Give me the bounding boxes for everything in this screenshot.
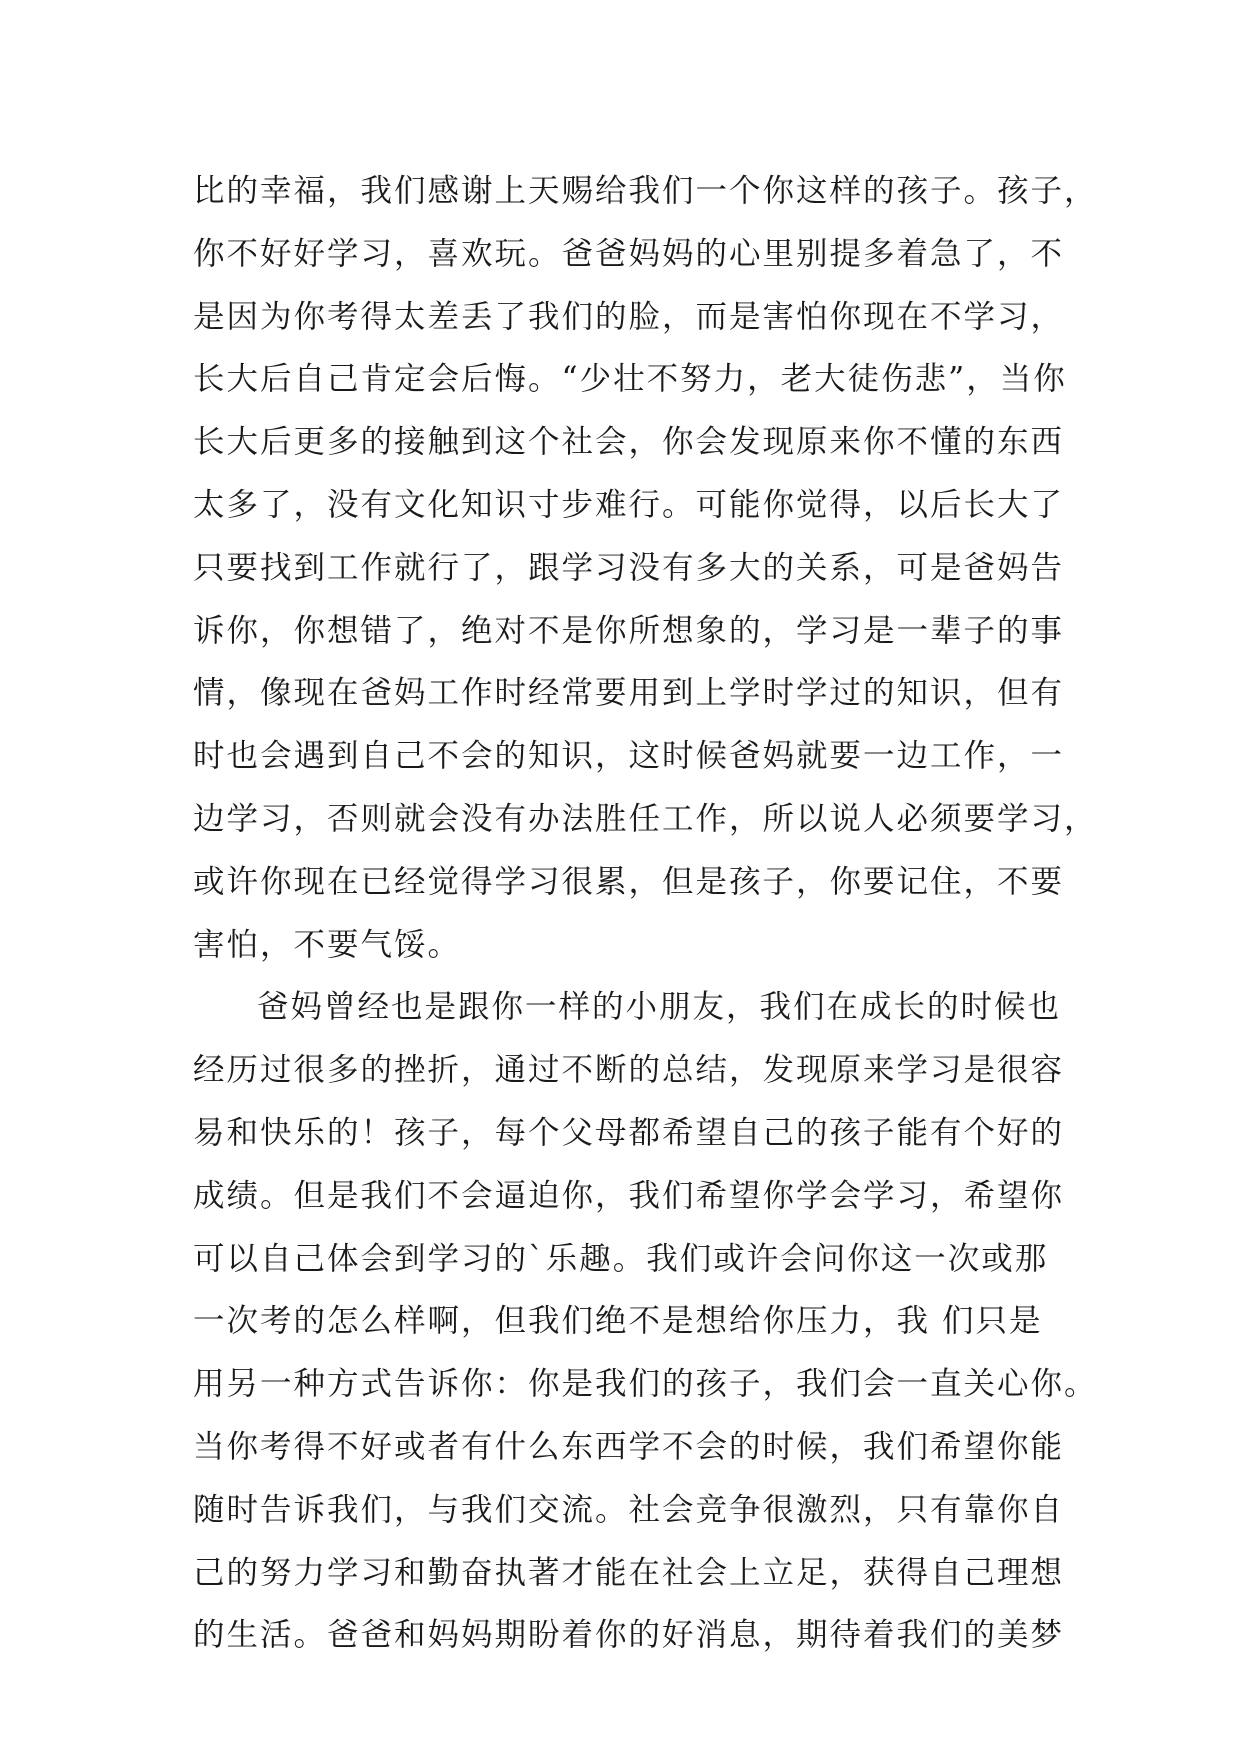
- text-line: 易和快乐的！孩子，每个父母都希望自己的孩子能有个好的: [193, 1114, 1065, 1151]
- text-line: 情，像现在爸妈工作时经常要用到上学时学过的知识，但有: [193, 675, 1065, 712]
- text-line: 随时告诉我们，与我们交流。社会竞争很激烈，只有靠你自: [193, 1491, 1065, 1528]
- text-line: 长大后更多的接触到这个社会，你会发现原来你不懂的东西: [193, 424, 1065, 461]
- body-text: [193, 160, 1098, 1667]
- text-line: 或许你现在已经觉得学习很累，但是孩子，你要记住，不要: [193, 863, 1065, 900]
- text-line: 是因为你考得太差丢了我们的脸，而是害怕你现在不学习，: [193, 298, 1065, 335]
- text-line: 用另一种方式告诉你：你是我们的孩子，我们会一直关心你。: [193, 1366, 1098, 1403]
- paragraph-start-line: 爸妈曾经也是跟你一样的小朋友，我们在成长的时候也: [257, 989, 1062, 1026]
- text-line: 时也会遇到自己不会的知识，这时候爸妈就要一边工作，一: [193, 738, 1065, 775]
- text-line: 己的努力学习和勤奋执著才能在社会上立足，获得自己理想: [193, 1554, 1065, 1591]
- text-line: 当你考得不好或者有什么东西学不会的时候，我们希望你能: [193, 1428, 1065, 1465]
- text-line: 可以自己体会到学习的`乐趣。我们或许会问你这一次或那: [193, 1240, 1049, 1277]
- text-line: 只要找到工作就行了，跟学习没有多大的关系，可是爸妈告: [193, 549, 1065, 586]
- text-line: 比的幸福，我们感谢上天赐给我们一个你这样的孩子。孩子，: [193, 173, 1098, 209]
- text-line: 长大后自己肯定会后悔。“少壮不努力，老大徒伤悲”，当你: [193, 361, 1067, 398]
- text-line: 太多了，没有文化知识寸步难行。可能你觉得，以后长大了: [193, 486, 1065, 523]
- text-line: 的生活。爸爸和妈妈期盼着你的好消息，期待着我们的美梦: [193, 1617, 1065, 1654]
- text-line: 你不好好学习，喜欢玩。爸爸妈妈的心里别提多着急了，不: [193, 235, 1065, 272]
- text-line: 成绩。但是我们不会逼迫你，我们希望你学会学习，希望你: [193, 1177, 1065, 1214]
- text-line: 经历过很多的挫折，通过不断的总结，发现原来学习是很容: [193, 1052, 1065, 1089]
- text-line: 边学习，否则就会没有办法胜任工作，所以说人必须要学习，: [193, 800, 1098, 837]
- text-line: 诉你，你想错了，绝对不是你所想象的，学习是一辈子的事: [193, 612, 1065, 649]
- text-line: 一次考的怎么样啊，但我们绝不是想给你压力，我 们只是: [193, 1303, 1043, 1340]
- text-line: 害怕，不要气馁。: [193, 926, 462, 963]
